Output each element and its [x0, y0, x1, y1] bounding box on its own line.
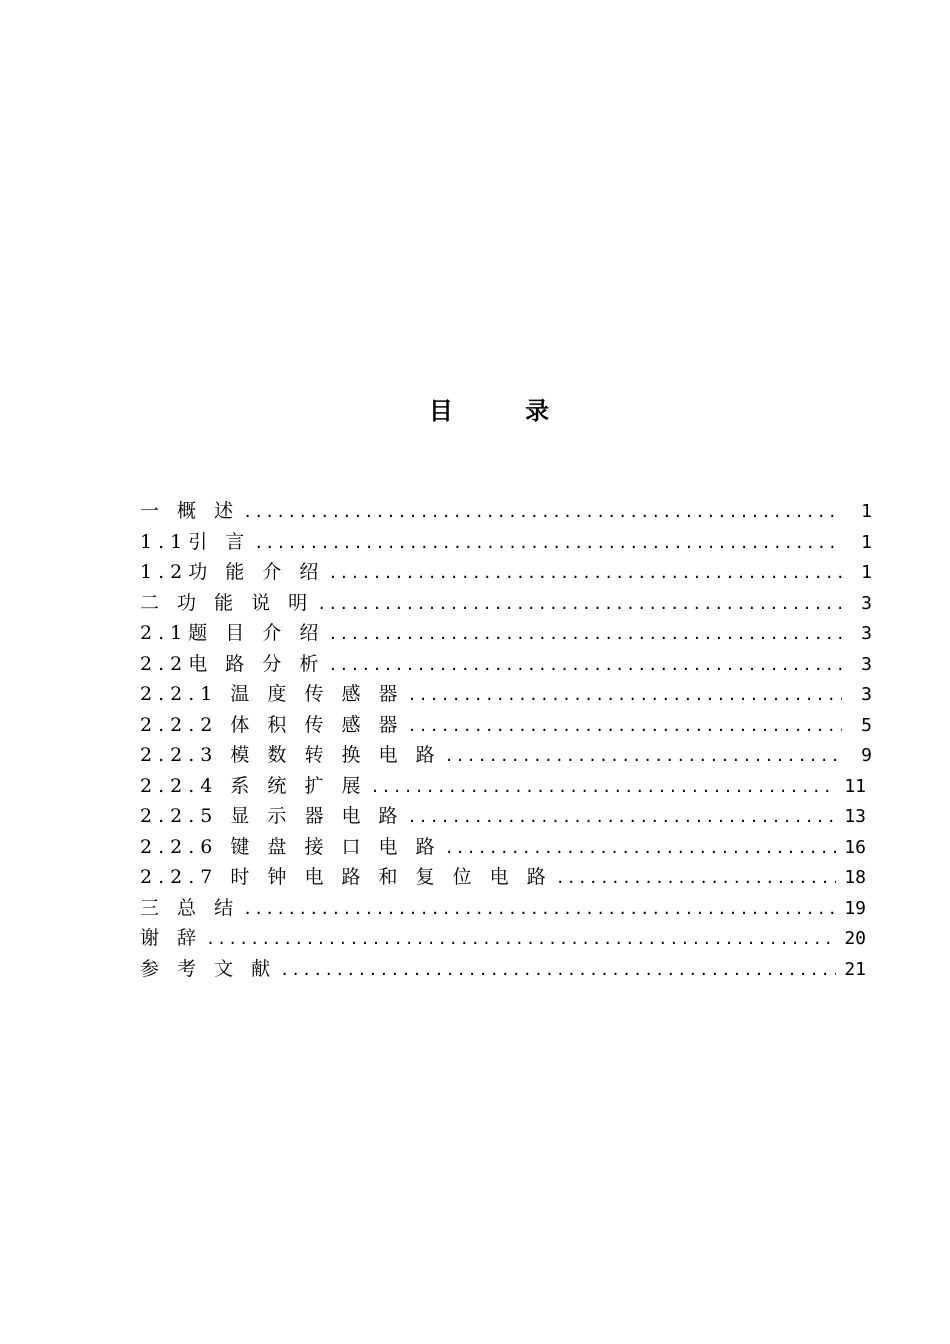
toc-leader-dots	[250, 528, 842, 558]
toc-entry[interactable]	[140, 740, 872, 771]
table-of-contents	[140, 496, 872, 984]
toc-entry-label: 参 考 文 献	[140, 957, 277, 980]
toc-entry-page: 1	[861, 501, 872, 522]
toc-entry-page: 19	[844, 897, 866, 919]
toc-entry-label: 谢 辞	[140, 927, 203, 949]
toc-leader-dots	[324, 619, 842, 649]
toc-entry[interactable]	[140, 618, 872, 649]
toc-entry[interactable]	[140, 679, 872, 710]
toc-entry[interactable]	[140, 771, 872, 802]
toc-entry-page: 1	[861, 531, 872, 553]
toc-entry-page: 18	[844, 867, 866, 888]
toc-entry-page: 1	[861, 562, 872, 583]
toc-entry-page: 16	[844, 836, 866, 858]
toc-entry[interactable]	[140, 557, 872, 588]
toc-entry-label: 二 功 能 说 明	[140, 591, 314, 614]
toc-entry-label: 2.2.3 模 数 转 换 电 路	[140, 744, 441, 766]
toc-entry[interactable]	[140, 832, 872, 863]
toc-leader-dots	[404, 711, 842, 741]
toc-entry[interactable]	[140, 527, 872, 558]
toc-entry[interactable]	[140, 710, 872, 741]
toc-entry-page: 3	[861, 653, 872, 675]
toc-leader-dots	[202, 924, 836, 954]
toc-leader-dots	[404, 802, 836, 832]
toc-leader-dots	[324, 650, 842, 680]
toc-entry-label: 2.2.5 显 示 器 电 路	[140, 805, 404, 827]
toc-entry-label: 2.1题 目 介 绍	[140, 622, 325, 644]
toc-entry-page: 9	[861, 745, 872, 766]
toc-leader-dots	[404, 680, 842, 710]
toc-entry-page: 3	[861, 684, 872, 705]
toc-entry-page: 13	[844, 806, 866, 827]
toc-leader-dots	[552, 863, 836, 893]
toc-entry-page: 11	[844, 775, 866, 797]
toc-entry-label: 2.2.1 温 度 传 感 器	[140, 683, 404, 705]
toc-entry[interactable]	[140, 862, 872, 893]
toc-entry-label: 三 总 结	[140, 896, 240, 919]
toc-entry[interactable]	[140, 893, 872, 924]
toc-leader-dots	[276, 955, 836, 985]
toc-entry[interactable]	[140, 923, 872, 954]
toc-leader-dots	[324, 558, 842, 588]
toc-leader-dots	[367, 772, 836, 802]
toc-entry-page: 21	[844, 958, 866, 980]
toc-entry-label: 1.2功 能 介 绍	[140, 561, 325, 583]
toc-entry-page: 20	[844, 928, 866, 949]
toc-entry-page: 3	[861, 623, 872, 644]
toc-entry-page: 5	[861, 714, 872, 736]
toc-entry-page: 3	[861, 592, 872, 614]
toc-entry-label: 一 概 述	[140, 500, 240, 522]
toc-leader-dots	[441, 741, 842, 771]
toc-leader-dots	[239, 497, 842, 527]
toc-entry[interactable]	[140, 649, 872, 680]
toc-entry-label: 1.1引 言	[140, 530, 251, 553]
toc-entry[interactable]	[140, 954, 872, 985]
toc-entry-label: 2.2.6 键 盘 接 口 电 路	[140, 835, 441, 858]
toc-entry[interactable]	[140, 801, 872, 832]
toc-entry-label: 2.2.4 系 统 扩 展	[140, 774, 367, 797]
toc-entry-label: 2.2.7 时 钟 电 路 和 复 位 电 路	[140, 866, 552, 888]
page-title: 目 录	[428, 397, 582, 425]
toc-entry-label: 2.2.2 体 积 传 感 器	[140, 713, 404, 736]
toc-leader-dots	[313, 589, 842, 619]
toc-leader-dots	[239, 894, 836, 924]
toc-leader-dots	[441, 833, 836, 863]
toc-entry[interactable]	[140, 588, 872, 619]
toc-entry-label: 2.2电 路 分 析	[140, 652, 325, 675]
toc-entry[interactable]	[140, 496, 872, 527]
